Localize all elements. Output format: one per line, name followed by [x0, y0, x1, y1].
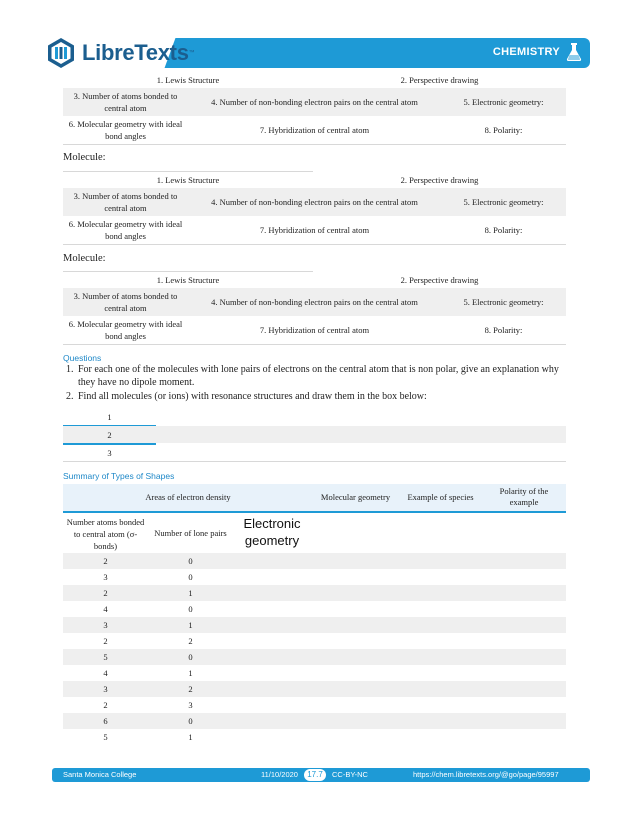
lone-pair-count: 1: [188, 668, 193, 678]
sigma-bond-count: 2: [103, 588, 108, 598]
summary-row: [63, 601, 566, 617]
electronic-geometry-subheader: Electronic geometry: [243, 516, 301, 548]
perspective-drawing-label: 2. Perspective drawing: [400, 275, 479, 285]
summary-table-header: [63, 484, 566, 513]
hybridization-label: 7. Hybridization of central atom: [259, 125, 370, 135]
question-item: [66, 390, 566, 403]
molecular-geometry-label: 6. Molecular geometry with ideal bond angles: [68, 119, 183, 141]
question-number: 1.: [66, 364, 74, 375]
footer-license[interactable]: CC-BY-NC: [332, 770, 368, 779]
perspective-drawing-label: 2. Perspective drawing: [400, 175, 479, 185]
lone-pair-count: 1: [188, 620, 193, 630]
sigma-bond-count: 2: [103, 636, 108, 646]
molecular-geometry-label: 6. Molecular geometry with ideal bond angles: [68, 319, 183, 341]
divider: [63, 144, 566, 145]
sigma-bond-count: 5: [103, 732, 108, 742]
sigma-bond-count: 4: [103, 668, 108, 678]
sigma-bond-count: 2: [103, 700, 108, 710]
molecule-label: Molecule:: [63, 152, 106, 163]
electronic-geometry-label: 5. Electronic geometry:: [463, 297, 544, 307]
sigma-bond-count: 3: [103, 684, 108, 694]
answer-box[interactable]: [156, 444, 566, 461]
answer-box[interactable]: [156, 408, 566, 425]
lone-pair-count: 2: [188, 636, 193, 646]
sigma-bond-count: 4: [103, 604, 108, 614]
question-item: [66, 363, 566, 389]
libretexts-hex-icon: [46, 37, 76, 69]
lewis-structure-label: 1. Lewis Structure: [156, 275, 220, 285]
perspective-drawing-label: 2. Perspective drawing: [400, 75, 479, 85]
hybridization-label: 7. Hybridization of central atom: [259, 225, 370, 235]
nonbonding-pairs-label: 4. Number of non-bonding electron pairs on the central atom: [211, 197, 418, 207]
atoms-bonded-subheader: Number atoms bonded to central atom (σ-bonds): [66, 517, 145, 551]
summary-row: [63, 697, 566, 713]
subject-label: CHEMISTRY: [492, 46, 560, 58]
answer-box-number: 3: [107, 447, 112, 458]
electronic-geometry-label: 5. Electronic geometry:: [463, 197, 544, 207]
lewis-structure-label: 1. Lewis Structure: [156, 175, 220, 185]
footer-url-link[interactable]: https://chem.libretexts.org/@go/page/95997: [413, 770, 559, 779]
lone-pair-count: 0: [188, 652, 193, 662]
molecular-geometry-label: 6. Molecular geometry with ideal bond angles: [68, 219, 183, 241]
areas-header: Areas of electron density: [145, 492, 231, 502]
lone-pair-count: 2: [188, 684, 193, 694]
footer-bar: [52, 768, 590, 782]
lone-pair-count: 3: [188, 700, 193, 710]
lone-pair-count: 1: [188, 732, 193, 742]
summary-row: [63, 633, 566, 649]
summary-row: [63, 649, 566, 665]
sigma-bond-count: 3: [103, 620, 108, 630]
question-text: Find all molecules (or ions) with resonance structures and draw them in the box below:: [78, 391, 427, 402]
divider: [63, 244, 566, 245]
summary-row: [63, 681, 566, 697]
answer-box[interactable]: [156, 426, 566, 443]
summary-row: [63, 553, 566, 569]
summary-row: [63, 585, 566, 601]
questions-list: [66, 363, 566, 404]
answer-box-row: [63, 426, 566, 443]
divider: [63, 344, 566, 345]
lewis-structure-label: 1. Lewis Structure: [156, 75, 220, 85]
lone-pair-count: 0: [188, 572, 193, 582]
summary-title: Summary of Types of Shapes: [63, 471, 175, 481]
sigma-bond-count: 2: [103, 556, 108, 566]
atoms-bonded-label: 3. Number of atoms bonded to central atom: [73, 191, 178, 213]
logo-text: LibreTexts: [82, 40, 189, 65]
answer-box-number: 2: [63, 426, 156, 445]
molecular-geometry-header: Molecular geometry: [320, 492, 391, 502]
answer-box-row: [63, 408, 566, 425]
electronic-geometry-label: 5. Electronic geometry:: [463, 97, 544, 107]
logo-trademark: ™: [188, 50, 195, 56]
page-number: 17.7: [304, 769, 326, 781]
polarity-label: 8. Polarity:: [484, 225, 523, 235]
polarity-label: 8. Polarity:: [484, 325, 523, 335]
divider: [63, 461, 566, 462]
nonbonding-pairs-label: 4. Number of non-bonding electron pairs on the central atom: [211, 297, 418, 307]
hybridization-label: 7. Hybridization of central atom: [259, 325, 370, 335]
polarity-label: 8. Polarity:: [484, 125, 523, 135]
summary-row: [63, 713, 566, 729]
atoms-bonded-label: 3. Number of atoms bonded to central atom: [73, 291, 178, 313]
sigma-bond-count: 6: [103, 716, 108, 726]
example-species-header: Example of species: [407, 492, 474, 502]
flask-icon: [565, 42, 583, 62]
footer-date: 11/10/2020: [261, 770, 298, 779]
molecule-label: Molecule:: [63, 253, 106, 264]
atoms-bonded-label: 3. Number of atoms bonded to central atom: [73, 91, 178, 113]
sigma-bond-count: 5: [103, 652, 108, 662]
summary-row: [63, 729, 566, 745]
summary-row: [63, 569, 566, 585]
lone-pair-count: 1: [188, 588, 193, 598]
questions-title: Questions: [63, 353, 102, 363]
footer-college: Santa Monica College: [63, 770, 137, 779]
summary-row: [63, 665, 566, 681]
nonbonding-pairs-label: 4. Number of non-bonding electron pairs on the central atom: [211, 97, 418, 107]
libretexts-logo[interactable]: [46, 36, 195, 70]
lone-pair-count: 0: [188, 556, 193, 566]
lone-pairs-subheader: Number of lone pairs: [154, 528, 227, 538]
sigma-bond-count: 3: [103, 572, 108, 582]
question-number: 2.: [66, 391, 74, 402]
question-text: For each one of the molecules with lone pairs of electrons on the central atom that is non polar, give an explanation why they have no dipole moment.: [78, 364, 559, 388]
answer-box-row: [63, 444, 566, 461]
lone-pair-count: 0: [188, 716, 193, 726]
lone-pair-count: 0: [188, 604, 193, 614]
polarity-example-header: Polarity of the example: [499, 486, 549, 507]
summary-row: [63, 617, 566, 633]
answer-box-number: 1: [63, 408, 156, 427]
